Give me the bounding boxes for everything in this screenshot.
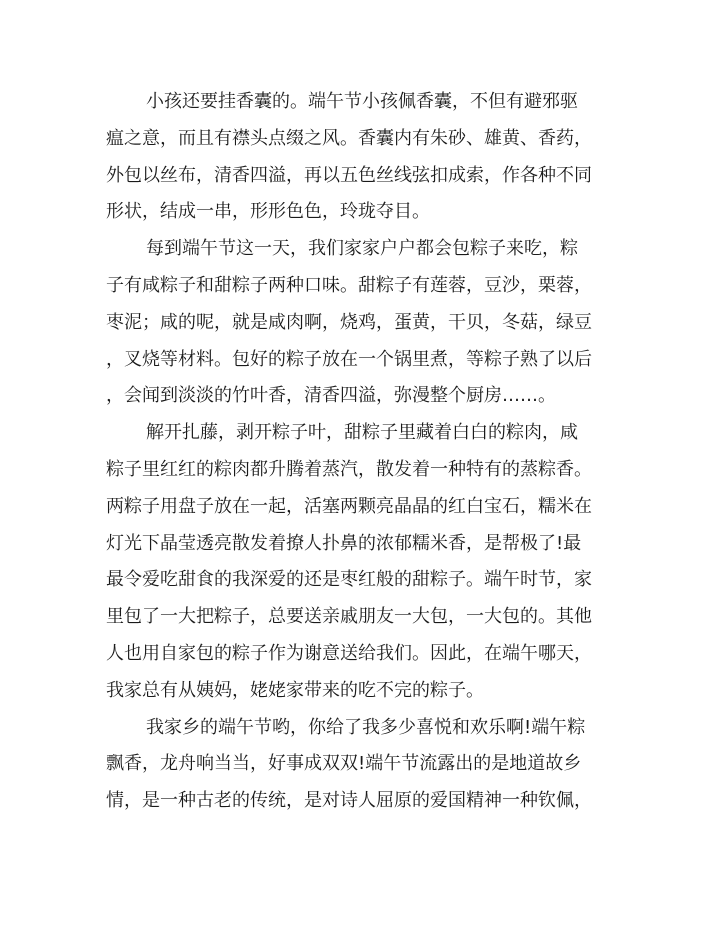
text-line: 灯光下晶莹透亮散发着撩人扑鼻的浓郁糯米香，是帮极了!最: [106, 532, 582, 554]
text-line: 我家总有从姨妈，姥姥家带来的吃不完的粽子。: [106, 679, 484, 701]
paragraph-hometown: [106, 710, 614, 820]
paragraph-sachet: [106, 84, 614, 231]
paragraph-zongzi-eating: [106, 415, 614, 709]
text-line: 人也用自家包的粽子作为谢意送给我们。因此，在端午哪天，: [106, 642, 592, 664]
text-line: 两粽子用盘子放在一起，活塞两颗亮晶晶的红白宝石，糯米在: [106, 495, 592, 517]
text-line: 瘟之意，而且有襟头点缀之风。香囊内有朱砂、雄黄、香药，: [106, 127, 592, 149]
text-line: 我家乡的端午节哟，你给了我多少喜悦和欢乐啊!端午粽: [146, 716, 586, 738]
text-line: 外包以丝布，清香四溢，再以五色丝线弦扣成索，作各种不同: [106, 164, 592, 186]
text-line: ，叉烧等材料。包好的粽子放在一个锅里煮，等粽子熟了以后: [106, 348, 592, 370]
paragraph-zongzi-making: [106, 231, 614, 415]
text-line: 最令爱吃甜食的我深爱的还是枣红般的甜粽子。端午时节，家: [106, 569, 592, 591]
text-line: 里包了一大把粽子，总要送亲戚朋友一大包，一大包的。其他: [106, 606, 592, 628]
text-line: 枣泥；咸的呢，就是咸肉啊，烧鸡，蛋黄，干贝，冬菇，绿豆: [106, 311, 592, 333]
text-line: 情，是一种古老的传统，是对诗人屈原的爱国精神一种钦佩，: [106, 790, 592, 812]
text-line: 子有咸粽子和甜粽子两种口味。甜粽子有莲蓉，豆沙，栗蓉，: [106, 274, 592, 296]
text-line: 飘香，龙舟响当当，好事成双双!端午节流露出的是地道故乡: [106, 753, 582, 775]
text-line: 小孩还要挂香囊的。端午节小孩佩香囊，不但有避邪驱: [146, 91, 578, 112]
text-line: 粽子里红红的粽肉都升腾着蒸汽，散发着一种特有的蒸粽香。: [106, 458, 592, 480]
text-line: 解开扎藤，剥开粽子叶，甜粽子里藏着白白的粽肉，咸: [146, 422, 578, 444]
text-line: 每到端午节这一天，我们家家户户都会包粽子来吃，粽: [146, 238, 578, 260]
document-body: [106, 84, 614, 820]
text-line: ，会闻到淡淡的竹叶香，清香四溢，弥漫整个厨房……。: [106, 385, 556, 407]
text-line: 形状，结成一串，形形色色，玲珑夺目。: [106, 201, 430, 223]
